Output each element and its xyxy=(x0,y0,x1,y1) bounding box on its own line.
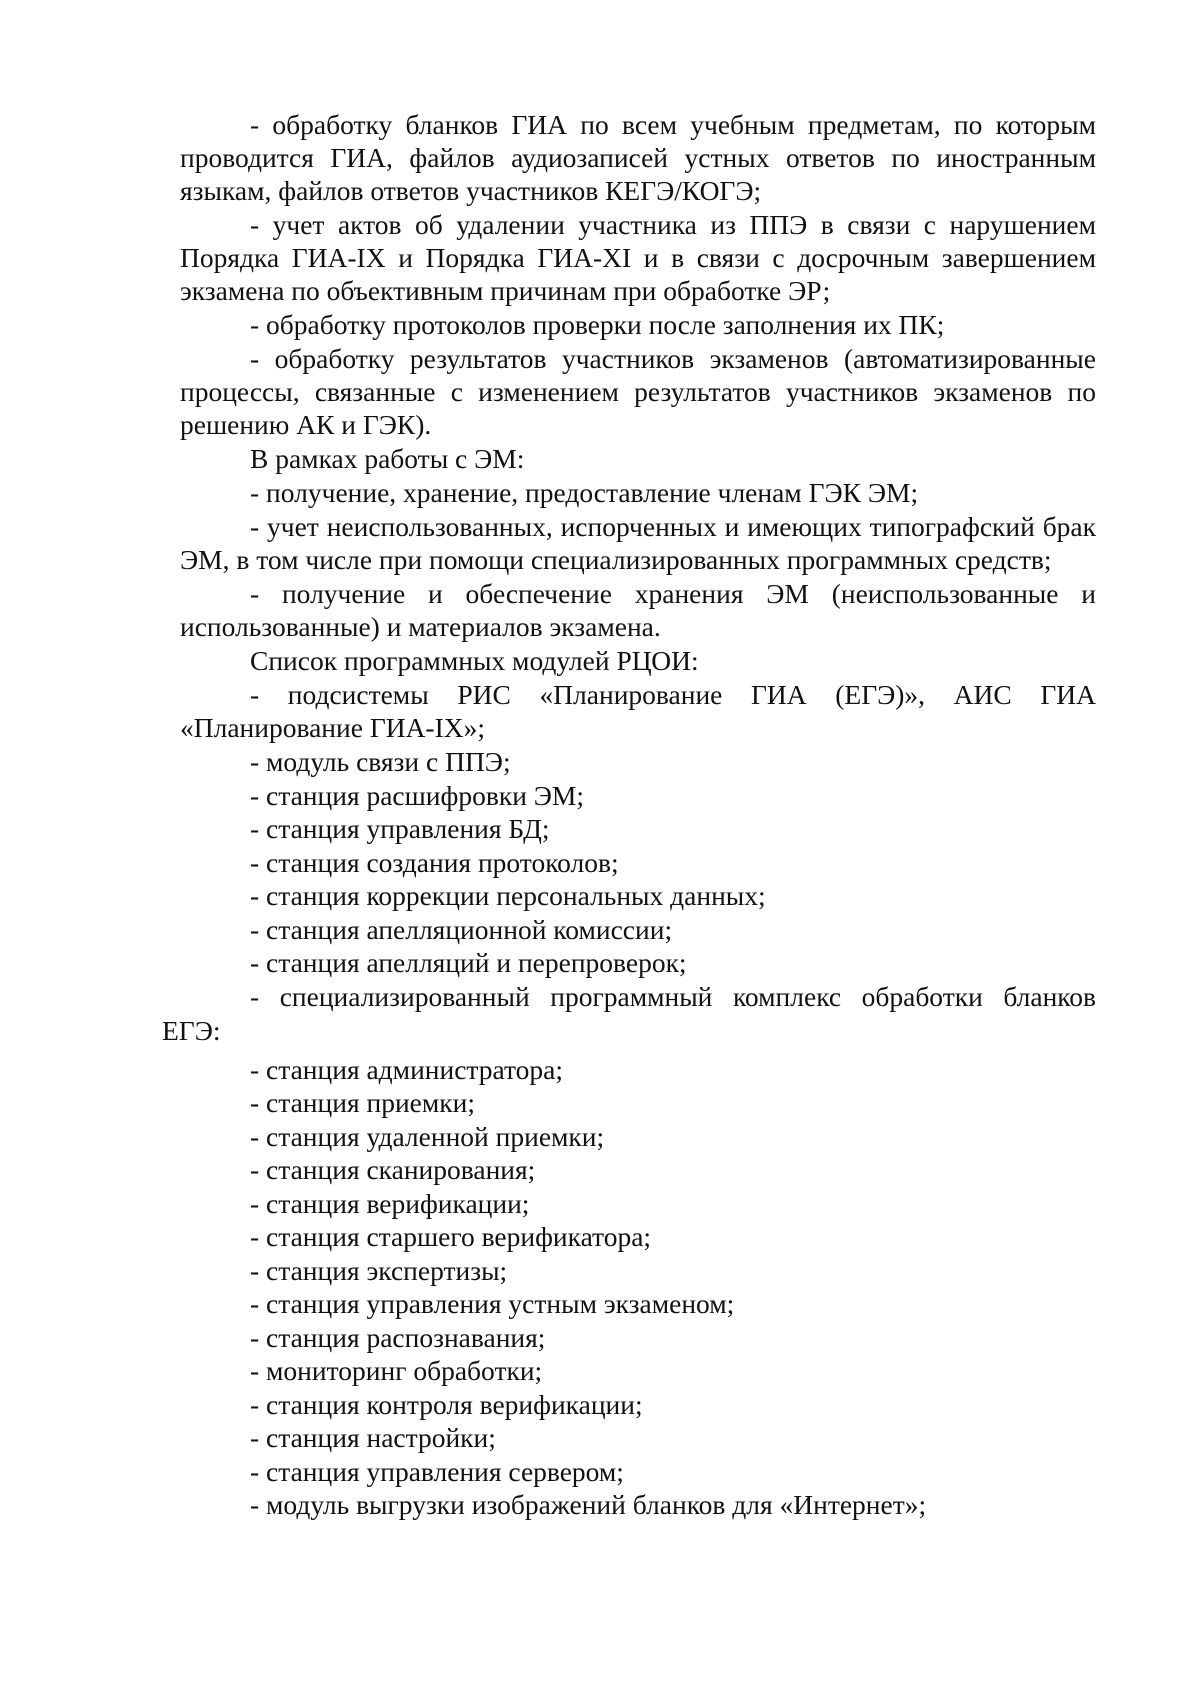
list-item: - станция управления устным экзаменом; xyxy=(250,1288,735,1319)
paragraph-results: - обработку результатов участников экзаменов (автоматизированные процессы, связанные с изменением результатов участников экзаменов по решению АК и ГЭК). xyxy=(180,343,1096,440)
list-item: - станция сканирования; xyxy=(250,1154,536,1185)
list-item: - модуль выгрузки изображений бланков для «Интернет»; xyxy=(250,1489,927,1520)
paragraph-complex-intro: - специализированный программный комплекс обработки бланков xyxy=(250,980,1096,1012)
list-item: - станция распознавания; xyxy=(250,1321,546,1353)
list-item: - станция настройки; xyxy=(250,1422,496,1453)
list-item: - станция верификации; xyxy=(250,1187,530,1219)
list-item: - станция апелляций и перепроверок; xyxy=(250,947,687,978)
modules-list xyxy=(180,745,1096,980)
list-item: - станция удаленной приемки; xyxy=(250,1120,605,1152)
list-item: - станция старшего верификатора; xyxy=(250,1221,652,1252)
list-item: - мониторинг обработки; xyxy=(250,1355,543,1386)
list-item: - станция коррекции персональных данных; xyxy=(250,880,766,911)
paragraph-removal-acts: - учет актов об удалении участника из ППЭ в связи с нарушением Порядка ГИА-IX и Порядка ГИА-XI и в связи с досрочным завершением экзамена по объективным причинам при обработке ЭР; xyxy=(180,209,1096,306)
paragraph-complex-intro-end: ЕГЭ: xyxy=(162,1014,221,1046)
list-item: - станция управления БД; xyxy=(250,813,550,844)
list-item: - модуль связи с ППЭ; xyxy=(250,746,511,777)
paragraph-em-receipt: - получение, хранение, предоставление членам ГЭК ЭМ; xyxy=(250,477,919,508)
section-heading-modules: Список программных модулей РЦОИ: xyxy=(250,645,699,676)
stations-list xyxy=(180,1053,1096,1522)
list-item: - станция создания протоколов; xyxy=(250,846,619,878)
section-heading-em: В рамках работы с ЭМ: xyxy=(250,443,525,474)
paragraph-em-storage: - получение и обеспечение хранения ЭМ (неиспользованные и использованные) и материалов экзамена. xyxy=(180,578,1096,642)
list-item: - станция приемки; xyxy=(250,1087,475,1118)
paragraph-em-unused: - учет неиспользованных, испорченных и имеющих типографский брак ЭМ, в том числе при помощи специализированных программных средств; xyxy=(180,511,1096,575)
paragraph-protocols: - обработку протоколов проверки после заполнения их ПК; xyxy=(250,309,945,340)
list-item: - станция администратора; xyxy=(250,1053,564,1085)
list-item: - станция расшифровки ЭМ; xyxy=(250,779,585,811)
paragraph-subsystems: - подсистемы РИС «Планирование ГИА (ЕГЭ)», АИС ГИА «Планирование ГИА-IX»; xyxy=(180,679,1096,743)
document-body xyxy=(162,108,1096,1522)
list-item: - станция контроля верификации; xyxy=(250,1388,643,1420)
paragraph-blank-processing: - обработку бланков ГИА по всем учебным предметам, по которым проводится ГИА, файлов аудиозаписей устных ответов по иностранным языкам, файлов ответов участников КЕГЭ/КОГЭ; xyxy=(180,109,1096,206)
list-item: - станция управления сервером; xyxy=(250,1455,624,1487)
list-item: - станция экспертизы; xyxy=(250,1254,508,1286)
list-item: - станция апелляционной комиссии; xyxy=(250,913,673,945)
